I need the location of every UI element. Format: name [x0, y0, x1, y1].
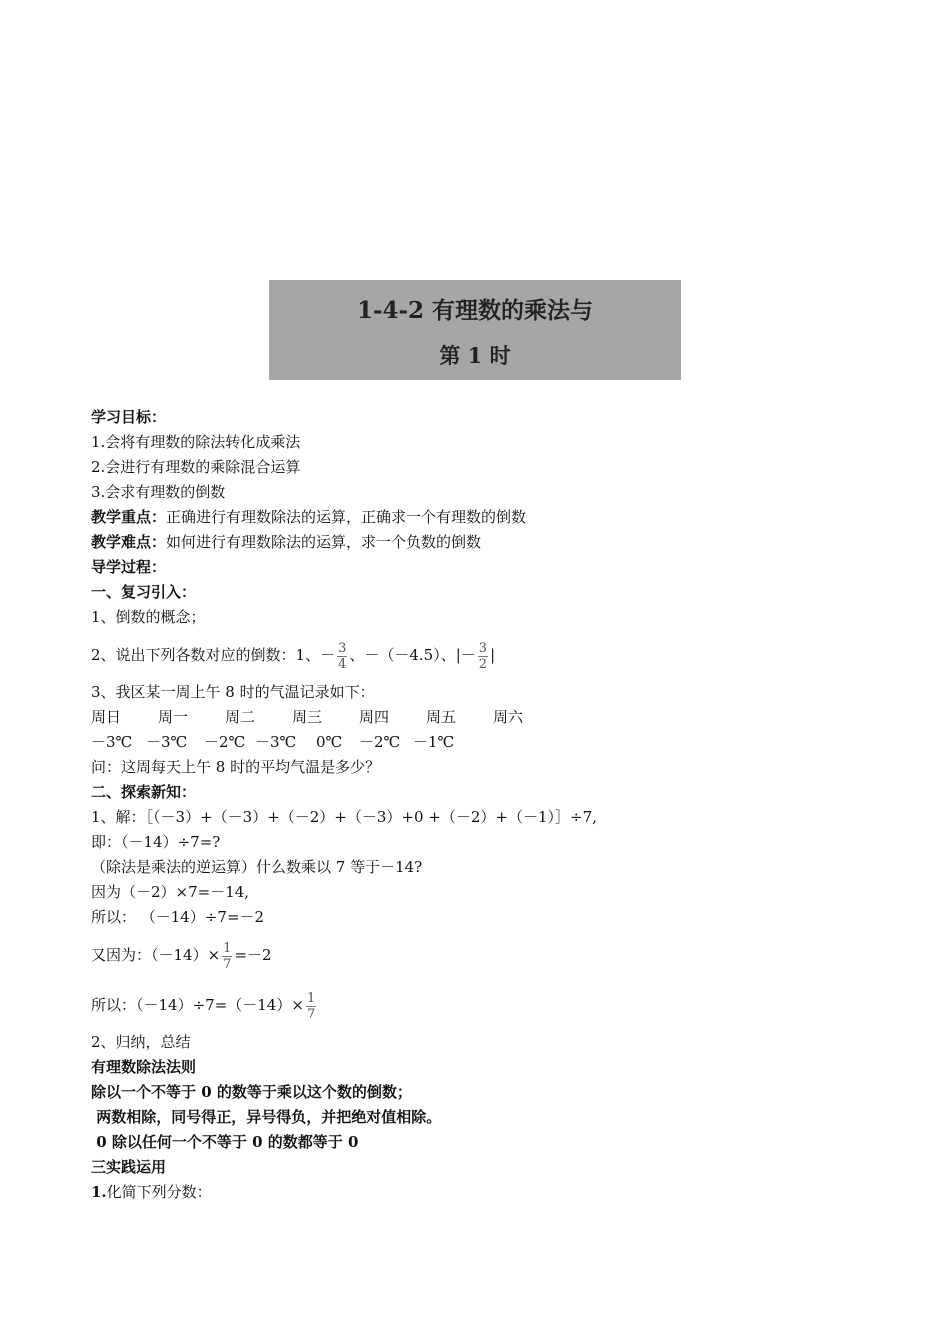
weekday: 周二 — [225, 708, 256, 726]
objective-item: 1.会将有理数的除法转化成乘法 — [91, 433, 301, 451]
section2-line: 所以： （－14）÷7=－2 — [91, 908, 265, 926]
section1-q1: 1、倒数的概念； — [91, 608, 206, 626]
weekday: 周日 — [91, 708, 122, 726]
document-title: 1-4-2 有理数的乘法与 — [356, 297, 594, 324]
section1-question: 问：这周每天上午 8 时的平均气温是多少？ — [91, 758, 381, 776]
fraction-denominator: 2 — [478, 656, 488, 672]
section2-line: 1、解：［（－3）+（－3）+（－2）+（－3）+0 +（－2）+（－1）］÷7, — [91, 808, 597, 826]
section2-line — [91, 980, 911, 1030]
weekday-row — [91, 705, 911, 730]
expression-text: =－2 — [234, 946, 272, 964]
item-number: 1. — [91, 1183, 107, 1201]
section2-line — [91, 930, 911, 980]
section2-line: 即：（－14）÷7=? — [91, 833, 221, 851]
weekday: 周六 — [493, 708, 524, 726]
q2-middle: 、－（－4.5）、|－ — [349, 646, 476, 664]
rule-line: 两数相除，同号得正，异号得负，并把绝对值相除。 — [91, 1108, 442, 1126]
section1-q2 — [91, 630, 911, 680]
rule-line: 0 除以任何一个不等于 0 的数都等于 0 — [91, 1133, 359, 1151]
key-point — [91, 505, 911, 530]
weekday: 周五 — [426, 708, 457, 726]
temperature: －3℃ — [255, 733, 297, 751]
weekday: 周四 — [359, 708, 390, 726]
objective-item: 2.会进行有理数的乘除混合运算 — [91, 458, 301, 476]
weekday: 周三 — [292, 708, 323, 726]
rule-title: 有理数除法法则 — [91, 1058, 197, 1076]
q2-suffix: | — [490, 646, 496, 664]
q2-prefix: 2、说出下列各数对应的倒数：1、－ — [91, 646, 336, 664]
rule-line: 除以一个不等于 0 的数等于乘以这个数的倒数； — [91, 1083, 412, 1101]
difficulty — [91, 530, 911, 555]
temperature-row — [91, 730, 911, 755]
key-point-label: 教学重点： — [91, 508, 167, 526]
fraction — [222, 941, 232, 972]
difficulty-text: 如何进行有理数除法的运算，求一个负数的倒数 — [166, 533, 482, 551]
section3-heading: 三实践运用 — [91, 1158, 167, 1176]
expression-text: 所以：（－14）÷7=（－14）× — [91, 996, 304, 1014]
fraction-numerator: 1 — [223, 940, 232, 956]
section2-heading: 二、探索新知： — [91, 783, 197, 801]
fraction-numerator: 3 — [478, 640, 488, 656]
temperature: －1℃ — [413, 733, 455, 751]
section3-item — [91, 1180, 911, 1205]
title-banner — [269, 280, 681, 380]
temperature: －3℃ — [146, 733, 188, 751]
fraction — [478, 641, 488, 672]
item-text: 化简下列分数： — [106, 1183, 212, 1201]
objective-item: 3.会求有理数的倒数 — [91, 483, 226, 501]
temperature: －2℃ — [204, 733, 246, 751]
temperature: 0℃ — [316, 733, 343, 751]
section1-q3: 3、我区某一周上午 8 时的气温记录如下： — [91, 683, 375, 701]
fraction — [306, 991, 316, 1022]
document-subtitle: 第 1 时 — [439, 343, 511, 368]
expression-text: 又因为：（－14）× — [91, 946, 221, 964]
section2-line: （除法是乘法的逆运算）什么数乘以 7 等于－14? — [91, 858, 423, 876]
fraction-numerator: 1 — [306, 990, 316, 1006]
fraction-denominator: 4 — [338, 656, 347, 672]
temperature: －2℃ — [359, 733, 401, 751]
section2-line: 因为（－2）×7=－14, — [91, 883, 250, 901]
key-point-text: 正确进行有理数除法的运算，正确求一个有理数的倒数 — [166, 508, 527, 526]
difficulty-label: 教学难点： — [91, 533, 167, 551]
process-heading: 导学过程： — [91, 558, 167, 576]
document-body — [91, 405, 911, 1205]
temperature: －3℃ — [91, 733, 133, 751]
section1-heading: 一、复习引入： — [91, 583, 197, 601]
fraction — [337, 641, 347, 672]
weekday: 周一 — [158, 708, 189, 726]
fraction-denominator: 7 — [306, 1006, 316, 1022]
section2-line: 2、归纳，总结 — [91, 1033, 191, 1051]
fraction-denominator: 7 — [223, 956, 232, 972]
objectives-heading: 学习目标： — [91, 408, 167, 426]
fraction-numerator: 3 — [338, 640, 347, 656]
